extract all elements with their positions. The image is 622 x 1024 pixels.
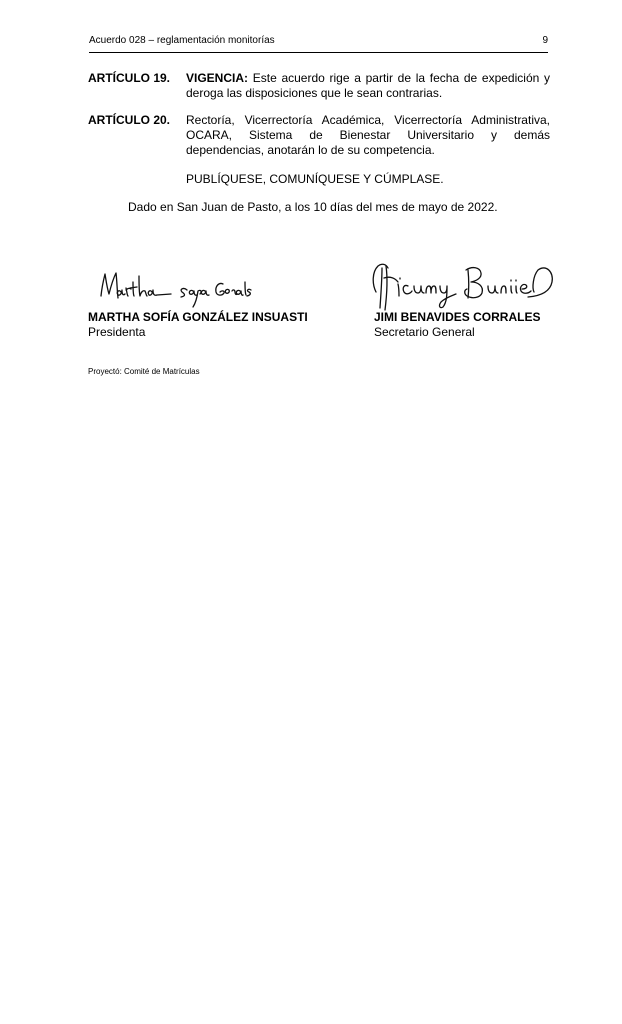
signer-role-secretary: Secretario General (374, 325, 475, 339)
signature-left (95, 268, 255, 310)
header-title: Acuerdo 028 – reglamentación monitorías (89, 35, 275, 46)
article-body (186, 113, 550, 158)
signature-right (368, 256, 558, 312)
proclamation: PUBLÍQUESE, COMUNÍQUESE Y CÚMPLASE. (186, 172, 444, 186)
article-line: deroga las disposiciones que le sean contrarias. (186, 86, 443, 100)
signer-role-president: Presidenta (88, 325, 146, 339)
article-line: OCARA, Sistema de Bienestar Universitario y demás (186, 128, 550, 142)
date-line: Dado en San Juan de Pasto, a los 10 días del mes de mayo de 2022. (128, 200, 498, 214)
article-label: ARTÍCULO 20. (88, 113, 171, 127)
signer-name-president: MARTHA SOFÍA GONZÁLEZ INSUASTI (88, 310, 308, 324)
header-divider (89, 52, 548, 53)
article-line (186, 71, 550, 86)
page-number: 9 (542, 35, 548, 46)
article-label: ARTÍCULO 19. (88, 71, 171, 85)
article-body (186, 71, 550, 101)
article-lead: VIGENCIA: (186, 71, 249, 85)
signer-name-secretary: JIMI BENAVIDES CORRALES (374, 310, 541, 324)
drafted-by-note: Proyectó: Comité de Matrículas (88, 367, 200, 376)
article-line: dependencias, anotarán lo de su competencia. (186, 143, 435, 157)
article-line: Rectoría, Vicerrectoría Académica, Vicerrectoría Administrativa, (186, 113, 550, 127)
article-text: Este acuerdo rige a partir de la fecha de expedición y (248, 71, 550, 85)
